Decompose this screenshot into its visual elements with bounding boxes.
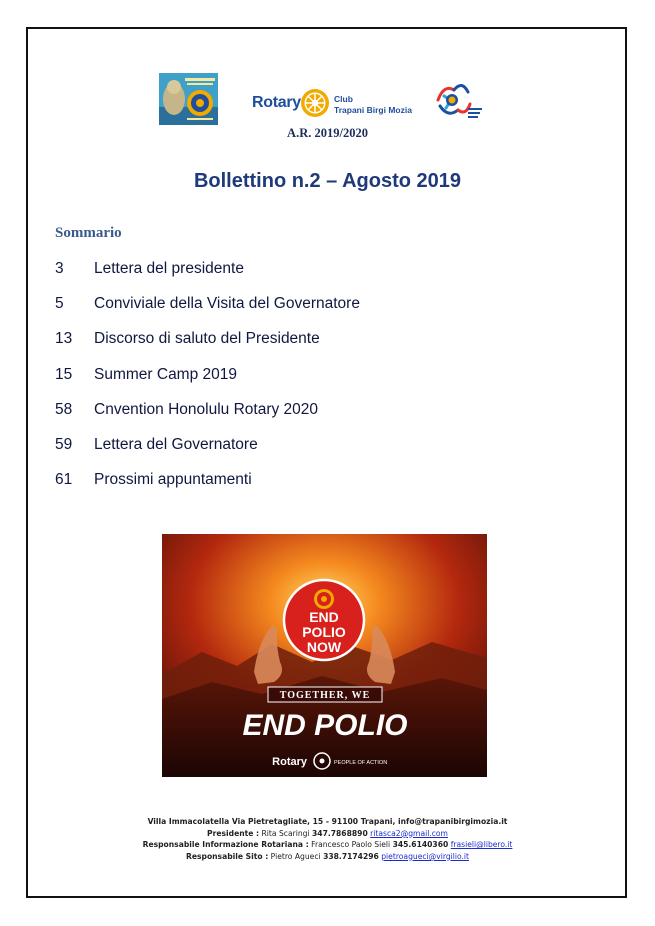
sito-email-link[interactable]: pietroagueci@virgilio.it (381, 851, 470, 861)
footer-presidente: Presidente : Rita Scaringi 347.7868890 ritasca2@gmail.com (207, 828, 448, 838)
bulletin-title: Bollettino n.2 – Agosto 2019 (193, 170, 462, 192)
club-emblem-logo (159, 73, 218, 125)
toc-entry-label: Prossimi appuntamenti (94, 471, 252, 488)
footer-sito: Responsabile Sito : Pietro Agueci 338.7174296 pietroagueci@virgilio.it (185, 851, 470, 861)
rotary-wordmark: Rotary (252, 94, 301, 111)
toc-entry-label: Conviviale della Visita del Governatore (94, 295, 360, 312)
toc-entry-label: Summer Camp 2019 (94, 366, 238, 383)
rotary-club-logo (252, 88, 412, 122)
together-we-text: TOGETHER, WE (279, 690, 371, 701)
end-polio-text: END POLIO (242, 709, 408, 742)
toc-page-number: 61 (55, 471, 73, 488)
footer-info-rotariana: Responsabile Informazione Rotariana : Francesco Paolo Sieli 345.6140360 frasieli@libero.it (142, 840, 513, 850)
info-email-link[interactable]: frasieli@libero.it (450, 840, 513, 850)
toc-entry-label: Lettera del presidente (94, 260, 244, 277)
toc-page-number: 59 (55, 436, 73, 453)
presidente-email-link[interactable]: ritasca2@gmail.com (370, 828, 448, 838)
toc-entry-label: Discorso di saluto del Presidente (94, 330, 320, 347)
banner-rotary-word: Rotary (272, 756, 307, 768)
people-of-action-text: PEOPLE OF ACTION (334, 760, 388, 766)
club-label: Club (334, 94, 353, 104)
badge-now: NOW (306, 639, 342, 655)
footer-contacts (0, 816, 655, 862)
toc-page-number: 13 (55, 330, 73, 347)
sommario-heading: Sommario (55, 225, 122, 241)
badge-end: END (309, 609, 339, 625)
badge-polio: POLIO (302, 624, 346, 640)
rotary-year: A.R. 2019/2020 (287, 126, 368, 140)
club-name: Trapani Birgi Mozia (334, 105, 412, 115)
toc-page-number: 15 (55, 366, 73, 383)
rotary-wheel-icon (300, 88, 330, 118)
toc-entry-label: Cnvention Honolulu Rotary 2020 (94, 401, 319, 418)
toc-page-number: 58 (55, 401, 73, 418)
end-polio-banner (162, 534, 487, 777)
toc-page-number: 3 (55, 260, 64, 277)
rotary-connects-logo (432, 78, 484, 122)
toc-page-number: 5 (55, 295, 64, 312)
footer-address: Villa Immacolatella Via Pietretagliate, 15 - 91100 Trapani, info@trapanibirgimozia.it (147, 817, 508, 826)
toc-entry-label: Lettera del Governatore (94, 436, 258, 453)
